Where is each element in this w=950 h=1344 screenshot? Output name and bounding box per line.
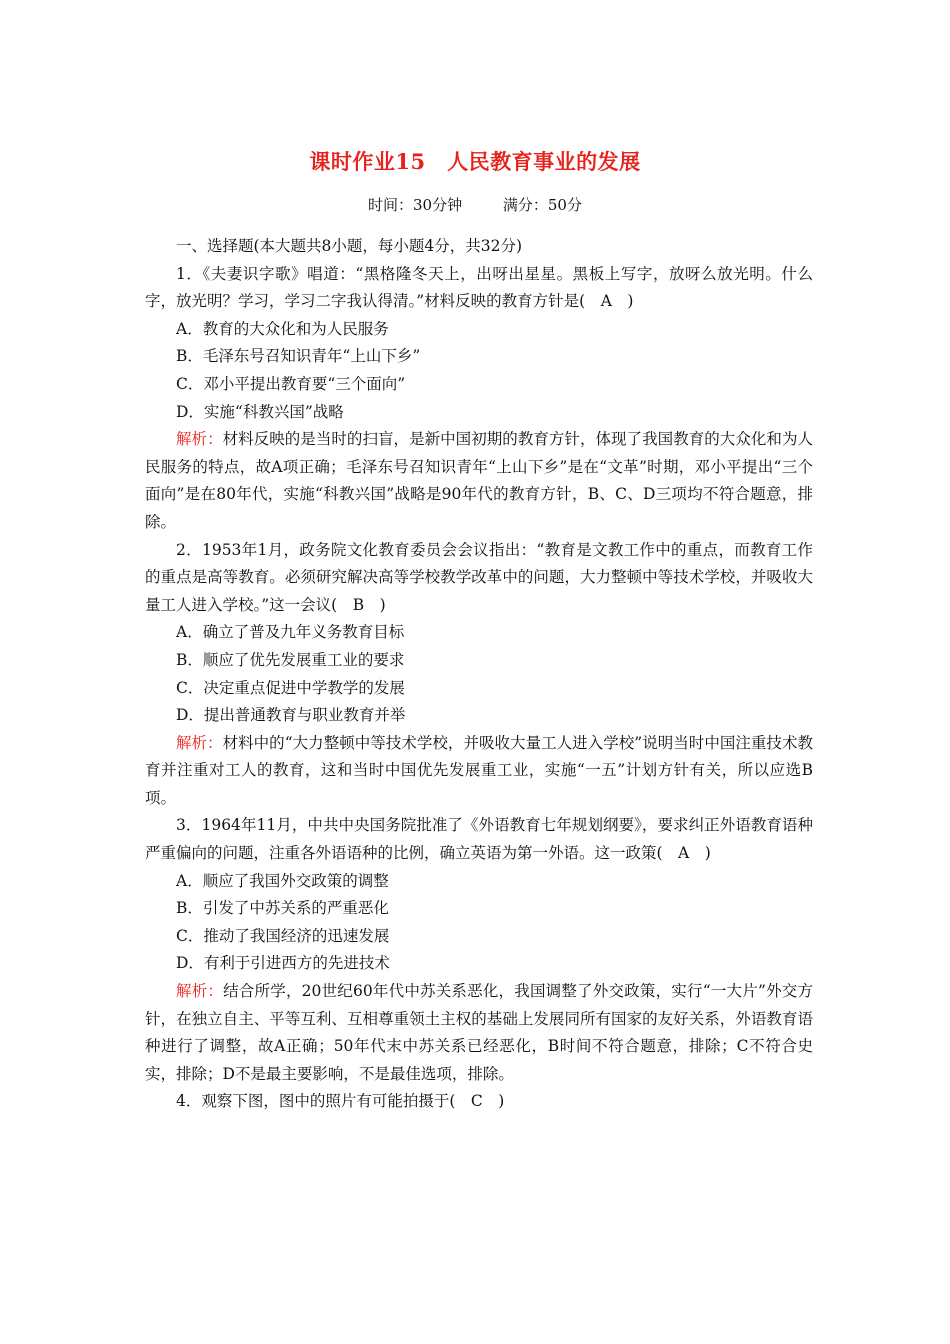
analysis-label: 解析： (176, 982, 224, 1001)
question-1-option-b: B．毛泽东号召知识青年“上山下乡” (176, 347, 421, 366)
question-1-option-c: C．邓小平提出教育要“三个面向” (176, 374, 406, 393)
question-3-option-c: C．推动了我国经济的迅速发展 (176, 926, 390, 945)
question-stem-4: 4．观察下图，图中的照片有可能拍摄于( C ) (176, 1092, 505, 1111)
time-limit: 时间：30分钟 (368, 196, 463, 214)
question-2-option-a: A．确立了普及九年义务教育目标 (176, 623, 405, 642)
exam-meta (0, 194, 950, 215)
document-body (145, 233, 813, 1116)
analysis-label: 解析： (176, 430, 223, 449)
question-2-option-b: B．顺应了优先发展重工业的要求 (176, 650, 405, 669)
analysis-text: 结合所学，20世纪60年代中苏关系恶化，我国调整了外交政策，实行“一大片”外交方针，在独立自主、平等互利、互相尊重领土主权的基础上发展同所有国家的友好关系，外语教育语种进行了调整，故A正确；50年代末中苏关系已经恶化，B时间不符合题意，排除；C不符合史实，排除；D不是最主要影响，不是最佳选项，排除。 (145, 982, 813, 1083)
analysis-label: 解析： (176, 733, 223, 752)
full-score: 满分：50分 (502, 196, 582, 214)
question-2-option-c: C．决定重点促进中学教学的发展 (176, 678, 405, 697)
section-heading: 一、选择题(本大题共8小题，每小题4分，共32分) (176, 237, 523, 255)
question-3-analysis (145, 978, 813, 1088)
question-3-option-d: D．有利于引进西方的先进技术 (176, 954, 390, 973)
question-1-option-a: A．教育的大众化和为人民服务 (176, 319, 389, 338)
question-1-option-d: D．实施“科教兴国”战略 (176, 402, 344, 421)
question-3-option-a: A．顺应了我国外交政策的调整 (176, 871, 389, 890)
analysis-text: 材料反映的是当时的扫盲，是新中国初期的教育方针，体现了我国教育的大众化和为人民服务的特点，故A项正确；毛泽东号召知识青年“上山下乡”是在“文革”时期，邓小平提出“三个面向”是在80年代，实施“科教兴国”战略是90年代的教育方针，B、C、D三项均不符合题意，排除。 (145, 430, 813, 531)
question-2-option-d: D．提出普通教育与职业教育并举 (176, 706, 406, 725)
question-stem-1: 1．《夫妻识字歌》唱道：“黑格隆冬天上，出呀出星星。黑板上写字，放呀么放光明。什么字，放光明？学习，学习二字我认得清。”材料反映的教育方针是( A ) (145, 264, 813, 311)
question-stem-3: 3．1964年11月，中共中央国务院批准了《外语教育七年规划纲要》，要求纠正外语教育语种严重偏向的问题，注重各外语语种的比例，确立英语为第一外语。这一政策( A ) (145, 816, 813, 863)
question-1-analysis (145, 426, 813, 536)
question-stem-2: 2．1953年1月，政务院文化教育委员会会议指出：“教育是文教工作中的重点，而教育工作的重点是高等教育。必须研究解决高等学校教学改革中的问题，大力整顿中等技术学校，并吸收大量工人进入学校。”这一会议( B ) (145, 540, 813, 614)
question-3-option-b: B．引发了中苏关系的严重恶化 (176, 899, 389, 918)
page-title: 课时作业15 人民教育事业的发展 (309, 149, 641, 174)
analysis-text: 材料中的“大力整顿中等技术学校，并吸收大量工人进入学校”说明当时中国注重技术教育并注重对工人的教育，这和当时中国优先发展重工业，实施“一五”计划方针有关，所以应选B项。 (145, 733, 813, 807)
question-2-analysis (145, 730, 813, 813)
